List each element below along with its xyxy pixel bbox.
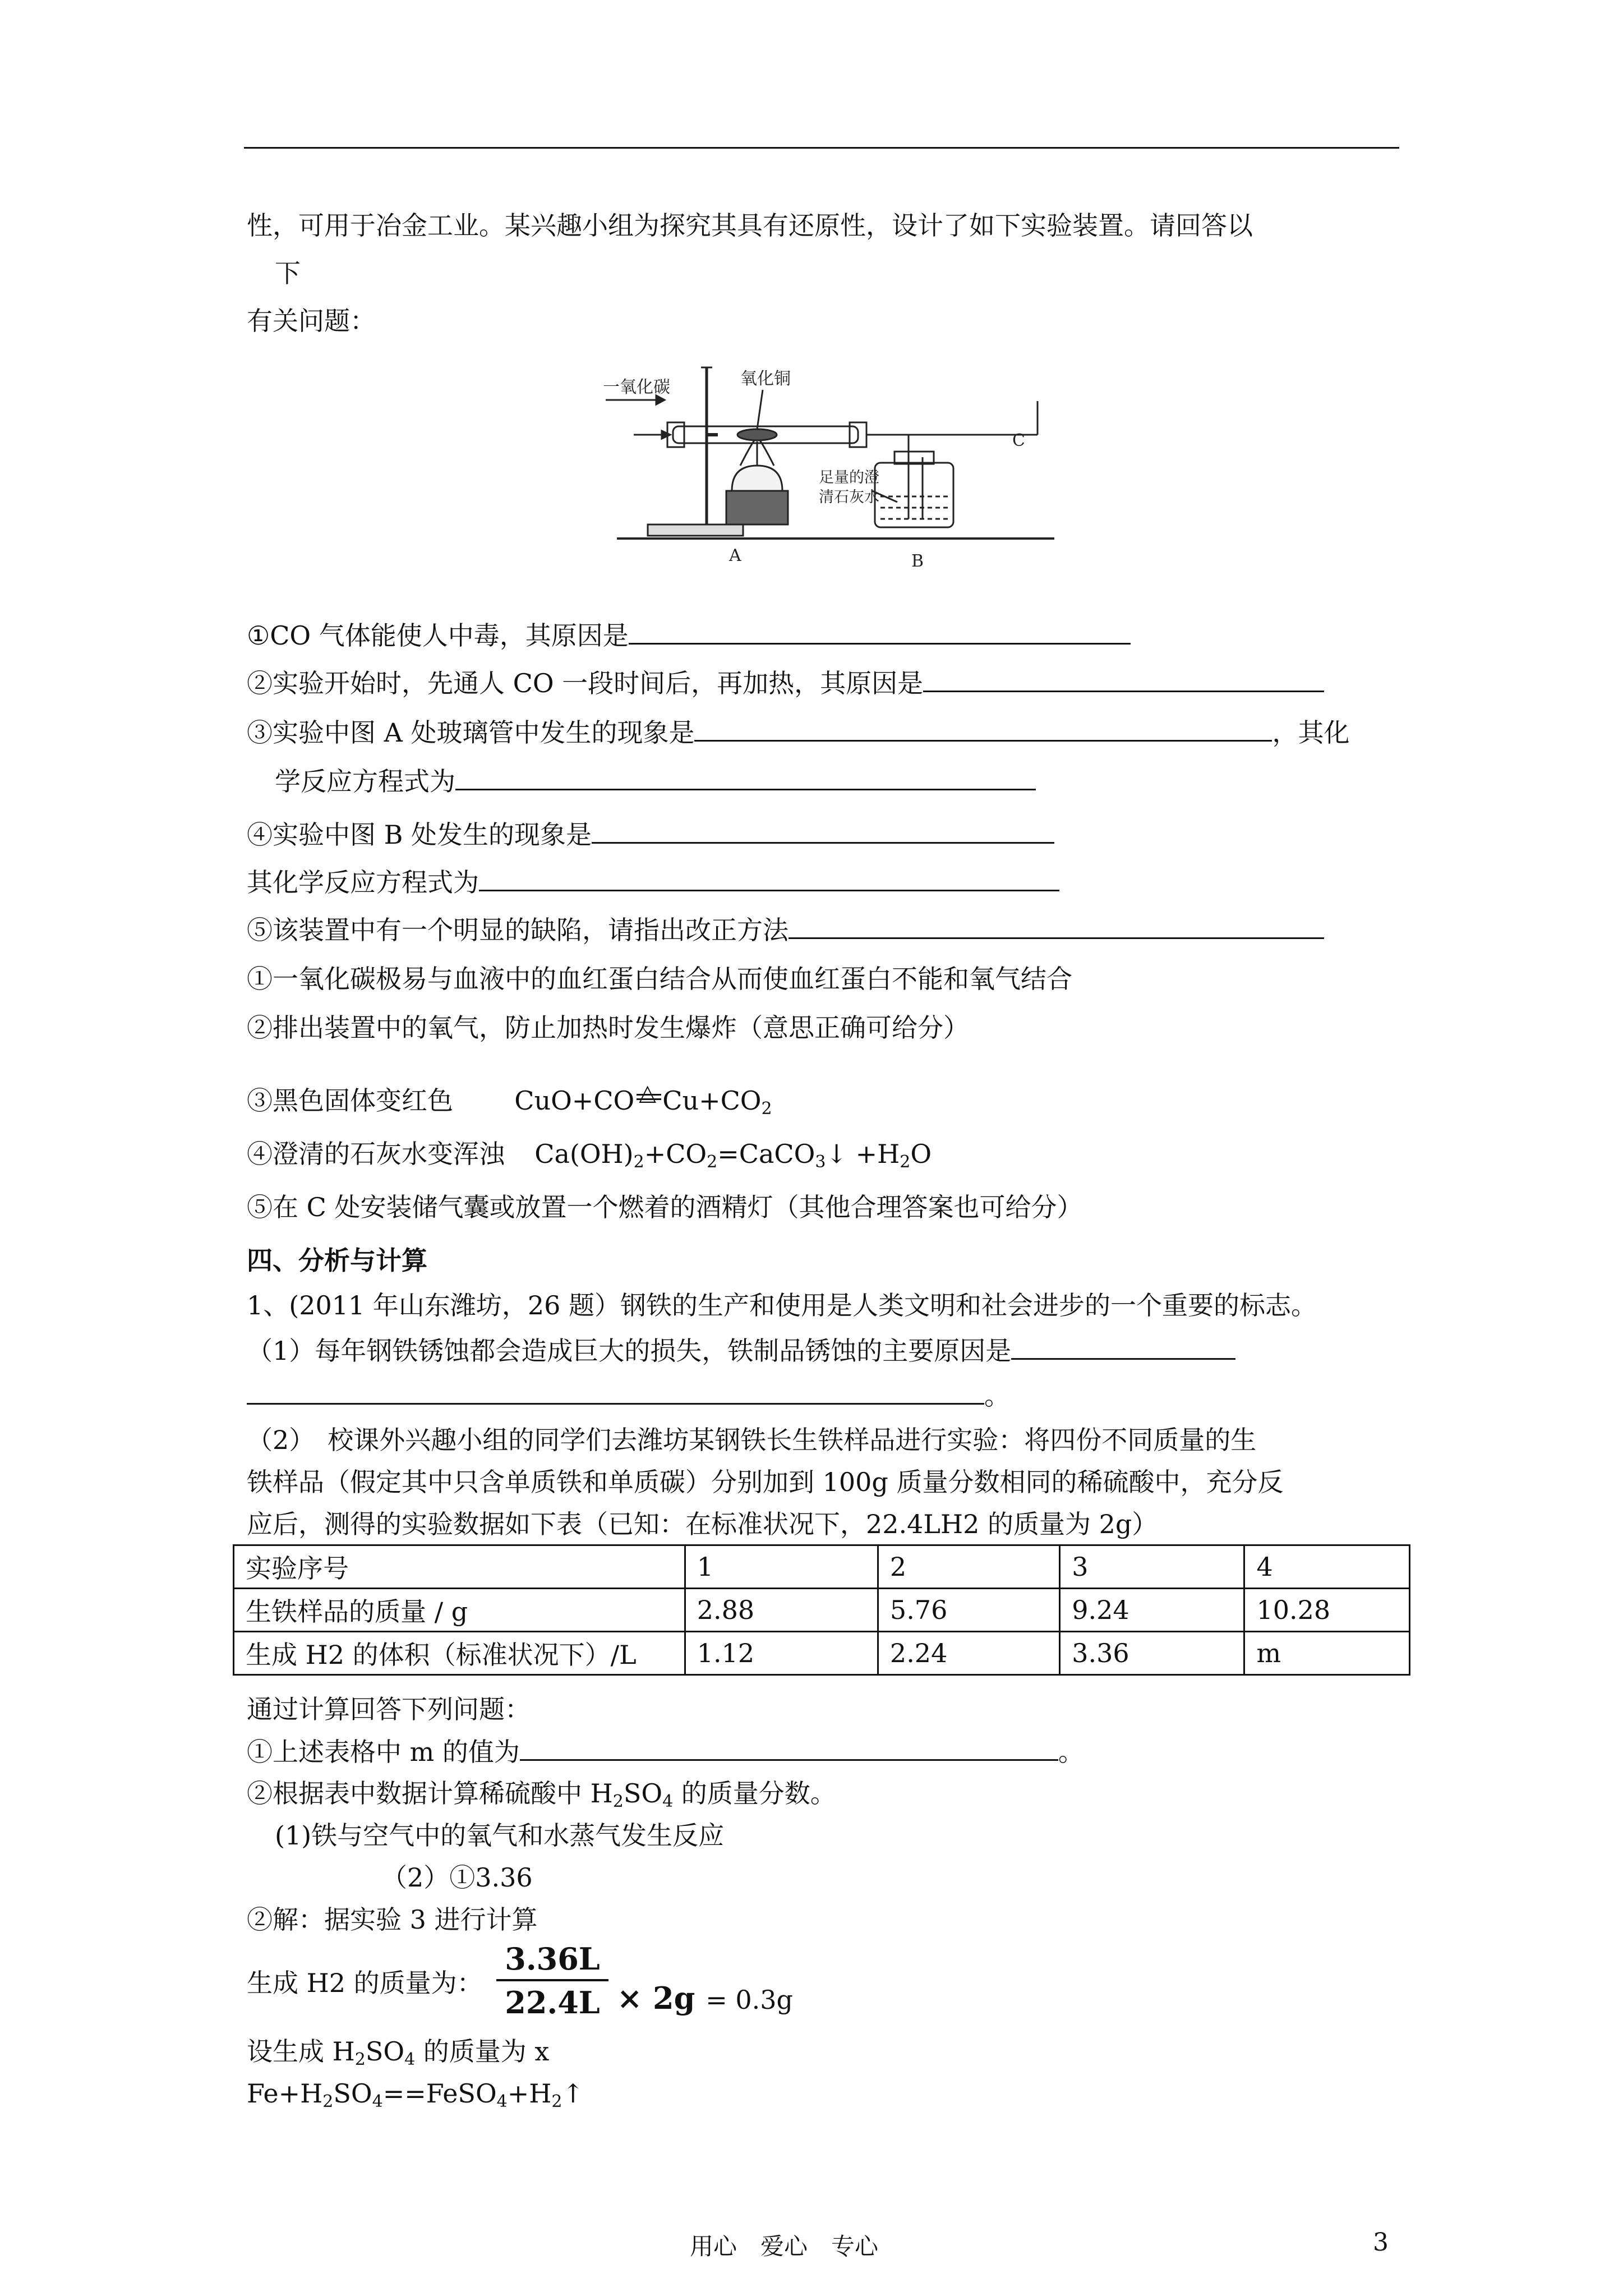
problem-part-2-line-1: （2） 校课外兴趣小组的同学们去潍坊某钢铁长生铁样品进行实验：将四份不同质量的生 bbox=[247, 1425, 1257, 1455]
table-cell: m bbox=[1244, 1632, 1410, 1675]
answer-blank bbox=[629, 618, 1131, 645]
table-cell: 2.88 bbox=[685, 1589, 878, 1632]
answer-blank bbox=[520, 1734, 1058, 1761]
intro-line-2: 下 bbox=[275, 258, 301, 288]
let-x-line: 设生成 $H_2SO_4$ 的质量为 x bbox=[247, 2036, 550, 2069]
answer-blank bbox=[923, 666, 1324, 692]
answer-blank bbox=[789, 913, 1324, 939]
question-1: ①CO 气体能使人中毒，其原因是 bbox=[247, 618, 1131, 652]
answer-blank bbox=[247, 1378, 984, 1405]
answer-3: ③黑色固体变红色 CuO+CO △ $Cu+CO_2$ bbox=[247, 1080, 772, 1119]
diagram-label-a: A bbox=[729, 546, 741, 565]
reaction-equation: $Fe+H_2SO_4==FeSO_4+H_2↑$ bbox=[247, 2078, 584, 2111]
answer-blank bbox=[479, 865, 1059, 891]
table-cell: 1.12 bbox=[685, 1632, 878, 1675]
answer-blank bbox=[455, 764, 1036, 790]
table-cell: 生铁样品的质量 / g bbox=[234, 1589, 685, 1632]
heat-triangle-icon: △ bbox=[634, 1084, 662, 1117]
diagram-label-water-2: 清石灰水 bbox=[819, 489, 879, 506]
diagram-label-co: 一氧化碳 bbox=[603, 378, 670, 397]
diagram-label-water-1: 足量的澄 bbox=[819, 469, 879, 486]
answer-part-2-2: ②解：据实验 3 进行计算 bbox=[247, 1904, 538, 1935]
table-row bbox=[234, 1589, 1410, 1632]
question-2: ②实验开始时，先通人 CO 一段时间后，再加热，其原因是 bbox=[247, 666, 1324, 700]
diagram-label-b: B bbox=[911, 551, 924, 571]
table-row bbox=[234, 1545, 1410, 1589]
data-table bbox=[233, 1544, 1410, 1676]
table-cell: 3.36 bbox=[1060, 1632, 1244, 1675]
question-3-equation: 学反应方程式为 bbox=[275, 764, 1036, 798]
calc-question-2: ②根据表中数据计算稀硫酸中 $H_2SO_4$ 的质量分数。 bbox=[247, 1778, 836, 1811]
table-row bbox=[234, 1632, 1410, 1675]
table-cell: 9.24 bbox=[1060, 1589, 1244, 1632]
problem-part-2-line-2: 铁样品（假定其中只含单质铁和单质碳）分别加到 100g 质量分数相同的稀硫酸中，充分反 bbox=[247, 1467, 1284, 1497]
fraction bbox=[496, 1941, 608, 2021]
diagram-label-cuo: 氧化铜 bbox=[740, 369, 791, 389]
calc-question-1: ①上述表格中 m 的值为 。 bbox=[247, 1734, 1084, 1769]
answer-4: ④澄清的石灰水变浑浊 $Ca(OH)_2+CO_2=CaCO_3↓ +H_2O$ bbox=[247, 1139, 932, 1172]
answer-2: ②排出装置中的氧气，防止加热时发生爆炸（意思正确可给分） bbox=[247, 1013, 969, 1043]
section-heading: 四、分析与计算 bbox=[247, 1245, 427, 1276]
problem-intro: 1、(2011 年山东潍坊，26 题）钢铁的生产和使用是人类文明和社会进步的一个重要的标志。 bbox=[247, 1290, 1317, 1320]
answer-1: ①一氧化碳极易与血液中的血红蛋白结合从而使血红蛋白不能和氧气结合 bbox=[247, 964, 1072, 994]
problem-part-1-cont: 。 bbox=[247, 1378, 1010, 1412]
problem-part-1: （1）每年钢铁锈蚀都会造成巨大的损失，铁制品锈蚀的主要原因是 bbox=[247, 1333, 1235, 1368]
table-cell: 4 bbox=[1244, 1545, 1410, 1589]
apparatus-diagram bbox=[594, 351, 1054, 575]
table-cell: 2.24 bbox=[878, 1632, 1059, 1675]
answer-5: ⑤在 C 处安装储气囊或放置一个燃着的酒精灯（其他合理答案也可给分） bbox=[247, 1192, 1083, 1222]
table-cell: 5.76 bbox=[878, 1589, 1059, 1632]
intro-line-3: 有关问题： bbox=[247, 306, 376, 336]
h2-mass-label: 生成 H2 的质量为： bbox=[247, 1968, 483, 1998]
table-cell: 10.28 bbox=[1244, 1589, 1410, 1632]
fraction-numerator: 3.36L bbox=[496, 1941, 608, 1981]
table-cell: 1 bbox=[685, 1545, 878, 1589]
question-5: ⑤该装置中有一个明显的缺陷，请指出改正方法 bbox=[247, 913, 1324, 947]
table-cell: 2 bbox=[878, 1545, 1059, 1589]
calc-prompt: 通过计算回答下列问题： bbox=[247, 1694, 531, 1724]
fraction-denominator: 22.4L bbox=[505, 1985, 600, 2021]
footer-motto: 用心 爱心 专心 bbox=[690, 2233, 879, 2260]
question-4-equation: 其化学反应方程式为 bbox=[247, 865, 1059, 899]
answer-blank bbox=[1011, 1333, 1235, 1360]
table-cell: 生成 H2 的体积（标准状况下）/L bbox=[234, 1632, 685, 1675]
question-4: ④实验中图 B 处发生的现象是 bbox=[247, 817, 1054, 852]
problem-part-2-line-3: 应后，测得的实验数据如下表（已知：在标准状况下，22.4LH2 的质量为 2g） bbox=[247, 1509, 1158, 1539]
table-cell: 3 bbox=[1060, 1545, 1244, 1589]
diagram-label-c: C bbox=[1012, 431, 1025, 450]
answer-blank bbox=[694, 715, 1272, 742]
answer-part-2-1: （2）①3.36 bbox=[381, 1862, 533, 1893]
intro-line-1: 性，可用于冶金工业。某兴趣小组为探究其具有还原性，设计了如下实验装置。请回答以 bbox=[247, 210, 1253, 241]
answer-part-1: (1)铁与空气中的氧气和水蒸气发生反应 bbox=[275, 1820, 725, 1851]
question-3: ③实验中图 A 处玻璃管中发生的现象是 ，其化 bbox=[247, 715, 1349, 749]
header-rule bbox=[244, 147, 1399, 149]
answer-blank bbox=[592, 817, 1054, 844]
page-number: 3 bbox=[1373, 2228, 1389, 2257]
calc-result: × 2g = 0.3g bbox=[617, 1980, 793, 2016]
table-cell: 实验序号 bbox=[234, 1545, 685, 1589]
